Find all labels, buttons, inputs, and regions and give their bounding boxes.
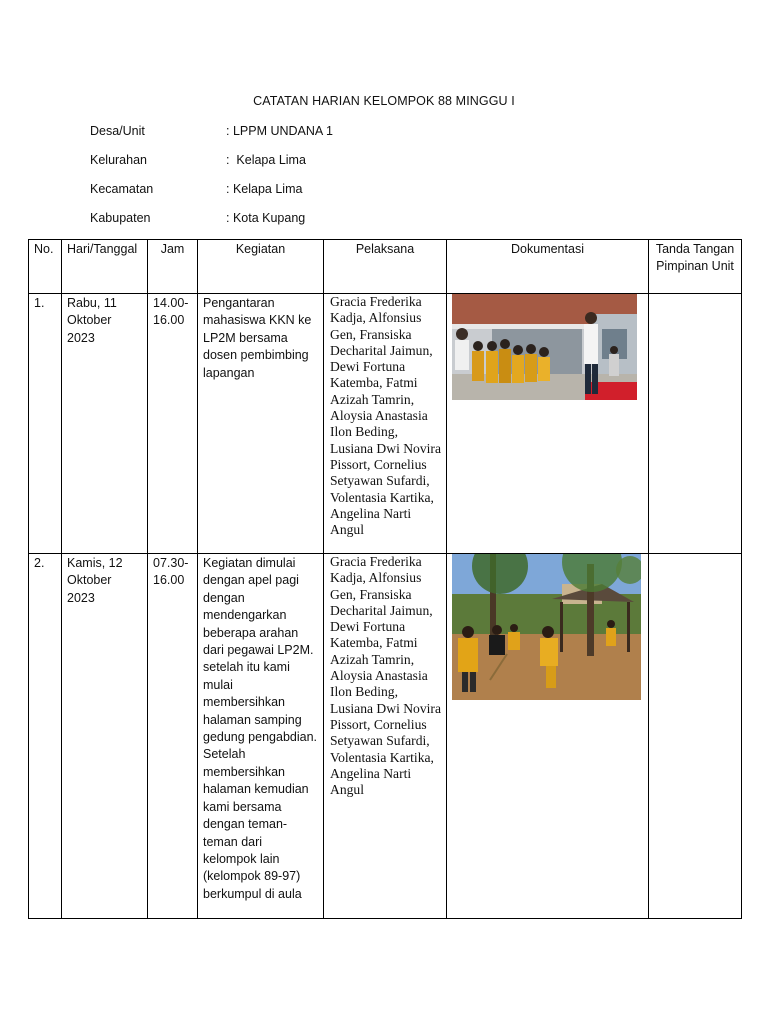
row-signature <box>649 294 741 295</box>
header-activity: Kegiatan <box>198 240 324 294</box>
cell-no <box>29 554 62 919</box>
header-signature: Tanda Tangan Pimpinan Unit <box>649 240 742 294</box>
document-title: CATATAN HARIAN KELOMPOK 88 MINGGU I <box>253 94 515 108</box>
meta-row-kecamatan <box>90 181 490 210</box>
table-row <box>29 294 742 554</box>
cell-no <box>29 294 62 554</box>
cell-date <box>62 294 148 554</box>
meta-label: Kelurahan <box>90 153 147 167</box>
meta-label: Desa/Unit <box>90 124 145 138</box>
meta-value: : Kelapa Lima <box>226 153 306 167</box>
row-time: 07.30-16.00 <box>153 556 189 588</box>
meta-value: : Kota Kupang <box>226 211 306 225</box>
header-executors: Pelaksana <box>324 240 447 294</box>
header-time: Jam <box>148 240 198 294</box>
row-date: Rabu, 11 Oktober 2023 <box>67 296 117 345</box>
document-meta <box>90 123 490 239</box>
meta-row-kabupaten <box>90 210 490 239</box>
cell-executors <box>324 554 447 919</box>
row-activity: Kegiatan dimulai dengan apel pagi dengan mendengarkan beberapa arahan dari pegawai LP2M. setelah itu kami mulai membersihkan halaman samping gedung pengabdian. Setelah membersihkan halaman kemudian kami bersama dengan teman-teman dari kelompok lain (kelompok 89-97) berkumpul di aula <box>203 556 318 901</box>
cell-signature <box>649 554 742 919</box>
cell-date <box>62 554 148 919</box>
header-documentation: Dokumentasi <box>447 240 649 294</box>
cleaning-photo-image <box>452 554 641 700</box>
cell-time <box>148 554 198 919</box>
meta-row-desa <box>90 123 490 152</box>
cell-executors <box>324 294 447 554</box>
row-signature <box>649 554 741 555</box>
row-executors: Gracia Frederika Kadja, Alfonsius Gen, Fransiska Decharital Jaimun, Dewi Fortuna Katemba, Fatmi Azizah Tamrin, Aloysia Anastasia Ilon Beding, Lusiana Dwi Novira Pissort, Cornelius Setyawan Sufardi, Volentasia Kartika, Angelina Narti Angul <box>330 294 441 538</box>
group-photo-image <box>452 294 637 400</box>
cell-activity <box>198 294 324 554</box>
cell-documentation <box>447 554 649 919</box>
header-no: No. <box>29 240 62 294</box>
row-date: Kamis, 12 Oktober 2023 <box>67 556 123 605</box>
documentation-photo-cleaning <box>452 554 648 700</box>
row-number: 2. <box>34 556 45 570</box>
meta-label: Kecamatan <box>90 182 154 196</box>
table-row <box>29 554 742 919</box>
cell-signature <box>649 294 742 554</box>
table-header-row <box>29 240 742 294</box>
meta-value: : Kelapa Lima <box>226 182 303 196</box>
meta-value: : LPPM UNDANA 1 <box>226 124 333 138</box>
row-time: 14.00-16.00 <box>153 296 189 328</box>
row-activity: Pengantaran mahasiswa KKN ke LP2M bersama dosen pembimbing lapangan <box>203 296 312 380</box>
activity-log-table <box>28 239 742 919</box>
row-executors: Gracia Frederika Kadja, Alfonsius Gen, Fransiska Decharital Jaimun, Dewi Fortuna Katemba, Fatmi Azizah Tamrin, Aloysia Anastasia Ilon Beding, Lusiana Dwi Novira Pissort, Cornelius Setyawan Sufardi, Volentasia Kartika, Angelina Narti Angul <box>330 554 441 798</box>
header-date: Hari/Tanggal <box>62 240 148 294</box>
cell-time <box>148 294 198 554</box>
cell-documentation <box>447 294 649 554</box>
row-number: 1. <box>34 296 45 310</box>
documentation-photo-group <box>452 294 648 400</box>
cell-activity <box>198 554 324 919</box>
meta-row-kelurahan <box>90 152 490 181</box>
meta-label: Kabupaten <box>90 211 151 225</box>
